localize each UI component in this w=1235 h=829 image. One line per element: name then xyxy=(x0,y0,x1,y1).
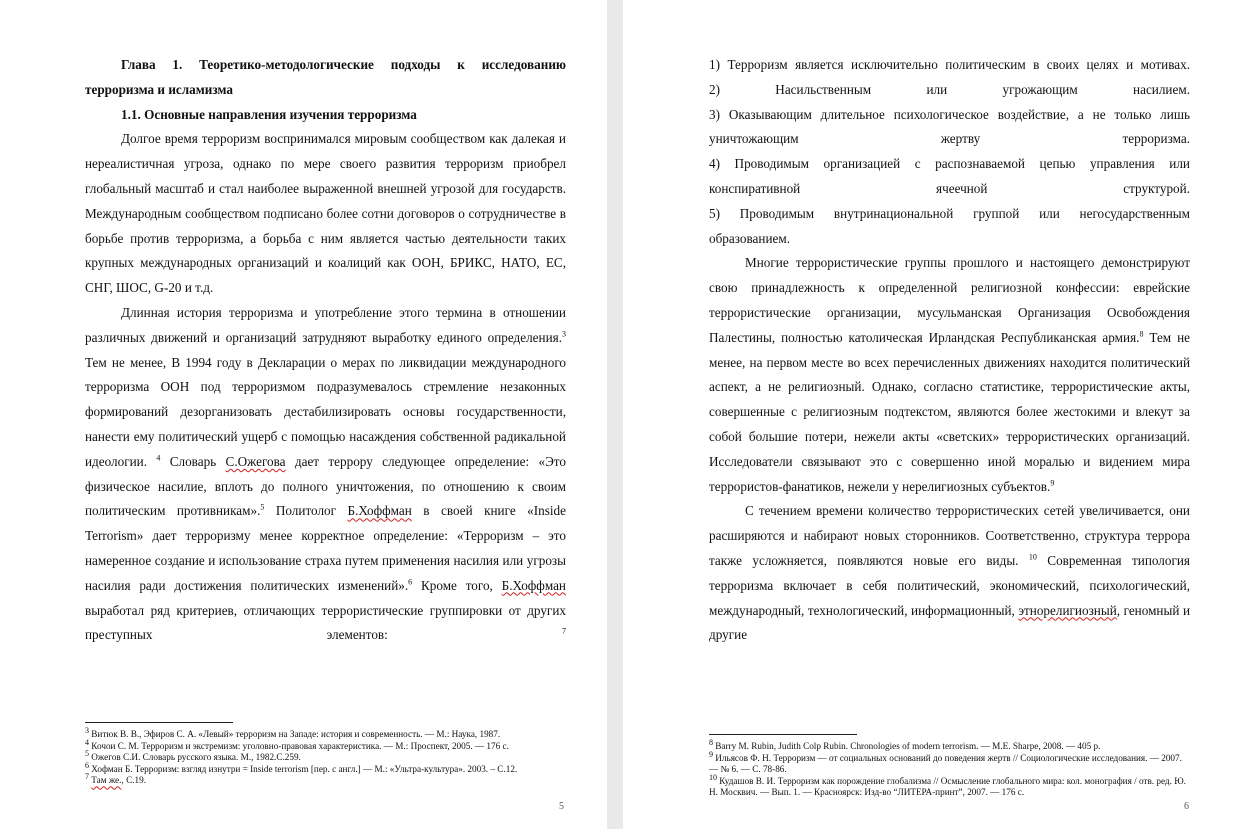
text-run: , геномный и другие xyxy=(709,602,1190,643)
page-6-body xyxy=(709,53,1190,648)
footnote xyxy=(709,749,1190,776)
text-run: выработал ряд критериев, отличающих террористические группировки от других преступных элементов: xyxy=(85,602,566,643)
footnote-number: 7 xyxy=(85,772,89,782)
footnote-number: 5 xyxy=(85,749,89,759)
footnote-text: Barry M. Rubin, Judith Colp Rubin. Chronologies of modern terrorism. — M.E. Sharpe, 2008. — 405 p. xyxy=(713,741,1101,751)
footnote xyxy=(85,725,566,741)
text-run: Кроме того, xyxy=(412,577,502,593)
spellcheck-word-ethnoreligious[interactable]: этнорелигиозный xyxy=(1018,602,1117,618)
list-item-2: 2) Насильственным или угрожающим насилием. xyxy=(709,81,1190,97)
text-run: Длинная история терроризма и употребление этого термина в отношении различных движений и организаций затрудняют выработку единого определения. xyxy=(85,304,566,345)
footnote-text: Витюк В. В., Эфиров С. А. «Левый» терроризм на Западе: история и современность. — М.: Наука, 1987. xyxy=(89,729,501,739)
footnote xyxy=(85,749,566,764)
text-run: Современная типология терроризма включает в себя политический, экономический, психологический, международный, технологический, информационный, xyxy=(709,552,1190,618)
list-item-3: 3) Оказывающим длительное психологическое воздействие, а не только лишь уничтожающим жертву терроризма. xyxy=(709,106,1190,147)
footnote-separator xyxy=(85,722,233,723)
footnote-number: 3 xyxy=(85,725,89,735)
text-run: дает террору следующее определение: «Это физическое насилие, вплоть до полного уничтожения, по отношению к своим политическим противникам». xyxy=(85,453,566,519)
footnote-number: 10 xyxy=(709,772,717,782)
footnote-text: Кудашов В. И. Терроризм как порождение глобализма // Осмысление глобального мира: кол. монография / отв. ред. Ю. Н. Москвич. — Вып. 1. — Красноярск: Изд-во “ЛИТЕРА-принт”, 2007. — 176 с. xyxy=(709,775,1186,798)
footnote-ref-5[interactable]: 5 xyxy=(260,502,265,512)
section-heading: 1.1. Основные направления изучения терроризма xyxy=(121,106,417,122)
text-run: Политолог xyxy=(264,503,348,519)
footnote-number: 6 xyxy=(85,760,89,770)
footnote-ref-6[interactable]: 6 xyxy=(408,577,413,587)
footnote-text: Ожегов С.И. Словарь русского языка. М., 1982.С.259. xyxy=(89,752,301,763)
list-item-4: 4) Проводимым организацией с распознаваемой цепью управления или конспиративной ячеечной структурой. xyxy=(709,156,1190,196)
page-5-body xyxy=(85,53,566,648)
footnote-ref-4[interactable]: 4 xyxy=(156,453,161,463)
paragraph-3 xyxy=(709,251,1190,499)
spellcheck-word-hoffman[interactable]: Б.Хоффман xyxy=(347,503,412,519)
footnote xyxy=(85,760,566,776)
text-run: Словарь xyxy=(160,453,226,469)
footnote-ref-7[interactable]: 7 xyxy=(562,626,566,636)
footnote-text: Кочои С. М. Терроризм и экстремизм: уголовно-правовая характеристика. — М.: Проспект, 2005. — 176 с. xyxy=(89,740,509,751)
document-page-5 xyxy=(0,0,607,829)
footnote-text: , С.19. xyxy=(121,775,146,786)
footnote xyxy=(85,772,566,787)
page-6-footnotes xyxy=(709,737,1190,799)
document-page-6 xyxy=(623,0,1235,829)
spellcheck-word-ozhegov[interactable]: С.Ожегова xyxy=(225,453,286,469)
footnote-text: Ильясов Ф. Н. Терроризм — от социальных оснований до поведения жертв // Социологические исследования. — 2007. — № 6. — С. 78-86. xyxy=(709,752,1182,775)
chapter-heading: Глава 1. Теоретико-методологические подходы к исследованию терроризма и исламизма xyxy=(85,57,566,97)
footnote-ref-3[interactable]: 3 xyxy=(562,329,566,339)
text-run: Тем не менее, на первом месте во всех перечисленных движениях находится политический аспект, а не религиозный. Однако, согласно статистике, террористические акты, совершенные с религиозным подтекстом, являются более жестокими и влекут за собой большие потери, нежели акты «светских» террористических организаций. Исследователи связывают это с совершенно иной моралью и видением мира террористов-фанатиков, нежели у нерелигиозных субъектов. xyxy=(709,329,1190,494)
text-run: в своей книге «Inside Terrorism» дает терроризму менее корректное определение: «Терроризм – это намеренное создание и использование страха путем применения насилия или угрозы насилия ради достижения политических изменений». xyxy=(85,503,566,593)
footnote-number: 8 xyxy=(709,737,713,747)
text-run: Тем не менее, В 1994 году в Декларации о мерах по ликвидации международного терроризма ООН под терроризмом подразумевалось стремление незаконных формирований дезорганизовать дестабилизировать основы государственности, нанести ему политический ущерб с помощью насаждения собственной радикальной идеологии. xyxy=(85,354,566,469)
page-5-footnotes xyxy=(85,725,566,787)
footnote-number: 9 xyxy=(709,749,713,759)
text-run: С течением времени количество террористических сетей увеличивается, они расширяются и набирают новых сторонников. Соответственно, структура террора также усложняется, появляются новые его виды. xyxy=(709,503,1190,568)
spellcheck-word-hoffman[interactable]: Б.Хоффман xyxy=(501,577,566,593)
spellcheck-word-tam-zhe[interactable]: Там же. xyxy=(91,775,122,786)
paragraph-1: Долгое время терроризм воспринимался мировым сообществом как далекая и нереалистичная угроза, однако по мере своего развития терроризм приобрел глобальный масштаб и стал наиболее выраженной внешней угрозой для государств. Международным сообществом подписано более сотни договоров о сотрудничестве в борьбе против терроризма, а борьба с ним является частью деятельности таких крупных международных организаций и коалиций как ООН, БРИКС, НАТО, ЕС, СНГ, ШОС, G-20 и т.д. xyxy=(85,131,566,296)
footnote-number: 4 xyxy=(85,737,89,747)
footnote xyxy=(85,737,566,753)
footnote xyxy=(709,772,1190,799)
list-item-5: 5) Проводимым внутринациональной группой или негосударственным образованием. xyxy=(709,205,1190,246)
footnote-text: Хофман Б. Терроризм: взгляд изнутри = Inside terrorism [пер. с англ.] — М.: «Ультра-культура». 2003. – С.12. xyxy=(89,763,518,774)
paragraph-4 xyxy=(709,499,1190,648)
list-item-1: 1) Терроризм является исключительно политическим в своих целях и мотивах. xyxy=(709,57,1190,72)
footnote-ref-10[interactable]: 10 xyxy=(1028,552,1037,562)
page-number: 5 xyxy=(559,801,564,812)
footnote-ref-8[interactable]: 8 xyxy=(1139,329,1144,339)
paragraph-2 xyxy=(85,301,566,648)
footnote xyxy=(709,737,1190,753)
footnote-ref-9[interactable]: 9 xyxy=(1050,478,1055,488)
text-run: Многие террористические группы прошлого и настоящего демонстрируют свою принадлежность к определенной религиозной конфессии: еврейские террористические организации, мусульманская Организация Освобождения Палестины, полностью католическая Ирландская Республиканская армия. xyxy=(709,255,1190,345)
page-number: 6 xyxy=(1184,801,1189,812)
footnote-separator xyxy=(709,734,857,735)
